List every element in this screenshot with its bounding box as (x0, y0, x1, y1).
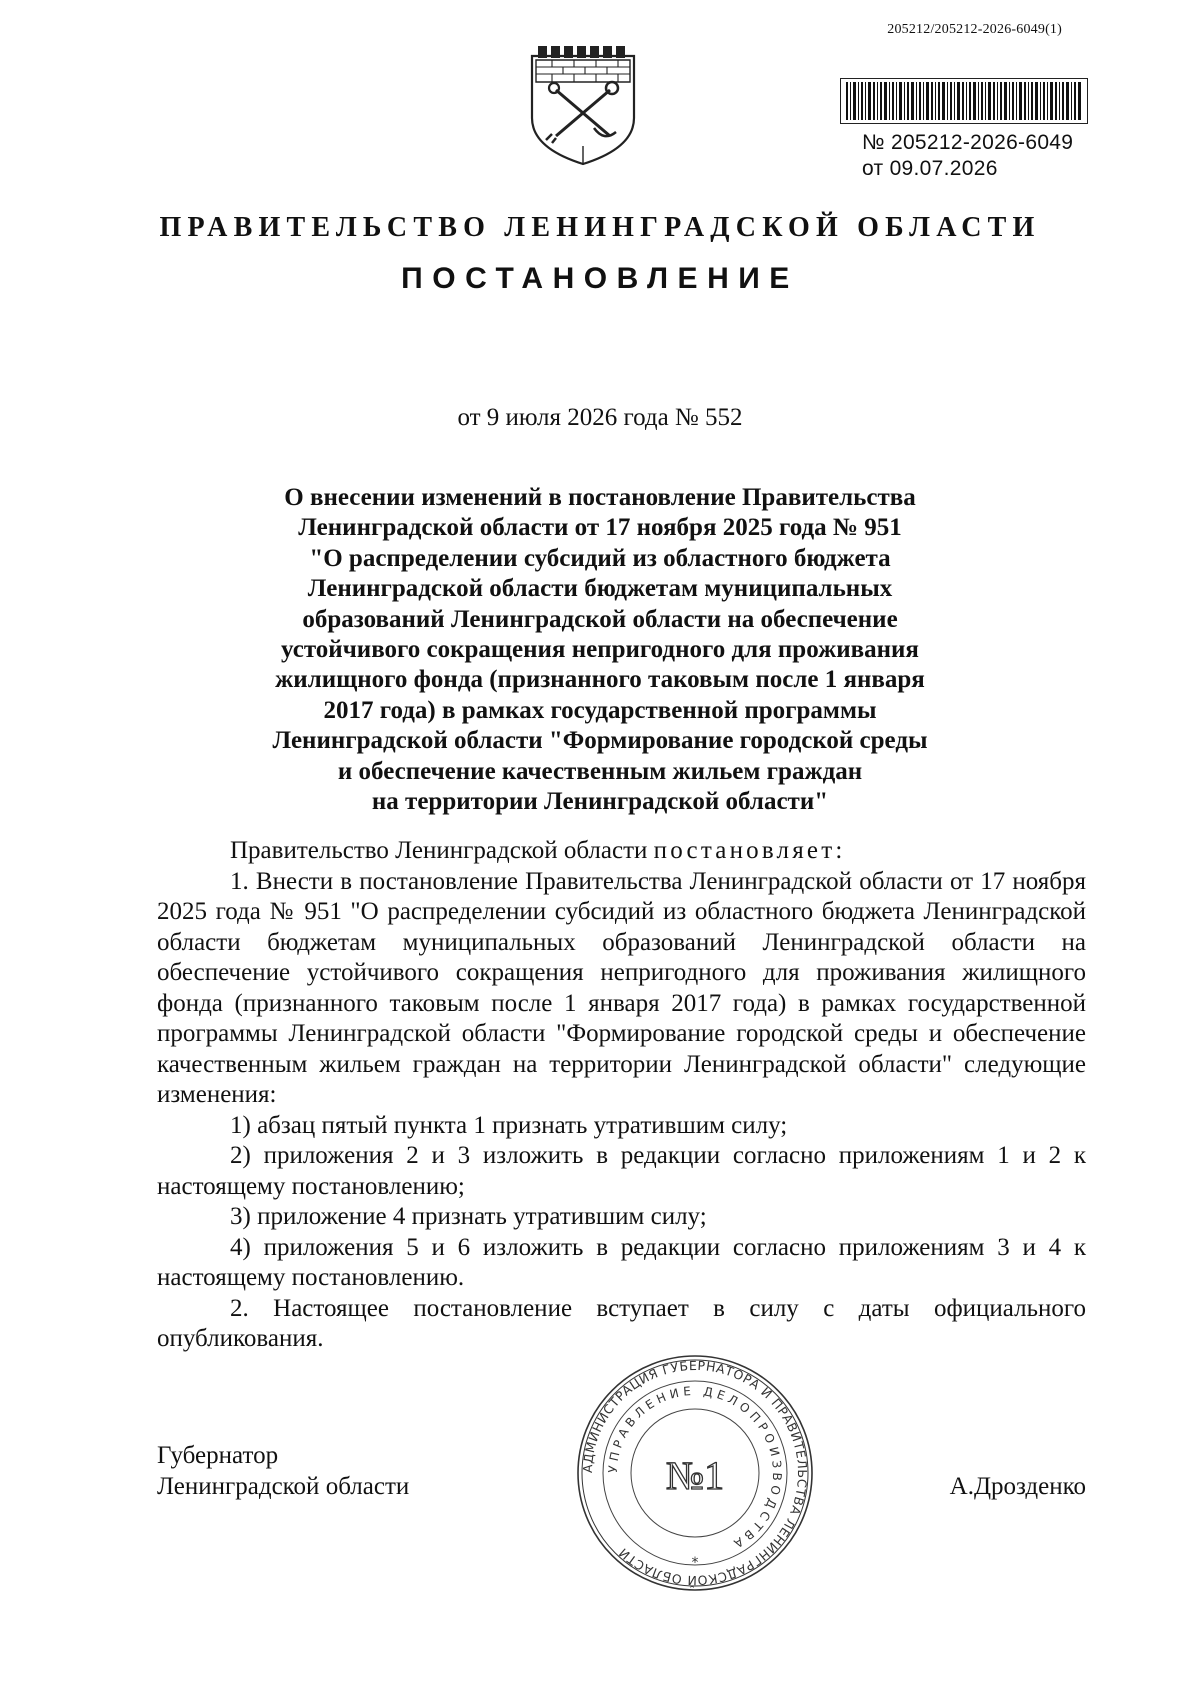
subitem-2: 2) приложения 2 и 3 изложить в редакции согласно приложениям 1 и 2 к настоящему постановлению; (157, 1142, 1086, 1200)
intro-subject: Правительство Ленинградской области (230, 837, 654, 864)
document-date: от 9 июля 2026 года № 552 (457, 404, 743, 431)
signatory-position (157, 1440, 409, 1502)
intro-paragraph (157, 836, 1086, 867)
seal-star: * (691, 1555, 699, 1571)
document-body (157, 836, 1086, 1355)
title-line: Ленинградской области "Формирование городской среды (272, 727, 928, 755)
title-line: образований Ленинградской области на обеспечение (302, 605, 898, 633)
position-line: Губернатор (157, 1442, 279, 1469)
seal-outer-text: АДМИНИСТРАЦИЯ ГУБЕРНАТОРА И ПРАВИТЕЛЬСТВА ЛЕНИНГРАДСКОЙ ОБЛАСТИ (579, 1357, 811, 1589)
document-title (220, 483, 980, 817)
title-line: на территории Ленинградской области" (371, 788, 829, 816)
document-type: ПОСТАНОВЛЕНИЕ (401, 262, 799, 295)
title-line: и обеспечение качественным жильем граждан (337, 757, 863, 785)
paragraph-1: 1. Внести в постановление Правительства Ленинградской области от 17 ноября 2025 года № 951 "О распределении субсидий из областного бюджета Ленинградской области бюджетам муниципальных образований Ленинградской области на обеспечение устойчивого сокращения непригодного для проживания жилищного фонда (признанного таковым после 1 января 2017 года) в рамках государственной программы Ленинградской области "Формирование городской среды и обеспечение качественным жильем граждан на территории Ленинградской области" следующие изменения: (157, 867, 1086, 1108)
registration-date: от 09.07.2026 (862, 157, 998, 180)
subitem-1: 1) абзац пятый пункта 1 признать утратившим силу; (230, 1111, 788, 1139)
intro-verb: постановляет: (653, 837, 846, 864)
seal-center-number: №1 (665, 1453, 725, 1498)
subitem-4: 4) приложения 5 и 6 изложить в редакции согласно приложениям 3 и 4 к настоящему постановлению. (157, 1233, 1086, 1291)
title-line: О внесении изменений в постановление Правительства (284, 484, 916, 511)
signatory-name: А.Дрозденко (949, 1473, 1086, 1500)
paragraph-2: 2. Настоящее постановление вступает в силу с даты официального опубликования. (157, 1294, 1086, 1352)
title-line: "О распределении субсидий из областного бюджета (309, 544, 891, 572)
barcode-icon (840, 78, 1088, 124)
subitem-3: 3) приложение 4 признать утратившим силу; (230, 1203, 707, 1230)
official-seal-icon (575, 1353, 815, 1593)
title-line: Ленинградской области бюджетам муниципальных (307, 575, 893, 603)
title-line: Ленинградской области от 17 ноября 2025 года № 951 (298, 514, 902, 542)
title-line: устойчивого сокращения непригодного для проживания (281, 636, 919, 664)
seal-inner-text: УПРАВЛЕНИЕ ДЕЛОПРОИЗВОДСТВА (605, 1383, 785, 1553)
title-line: 2017 года) в рамках государственной программы (323, 696, 877, 724)
coat-of-arms-icon (524, 44, 642, 166)
document-code: 205212/205212-2026-6049(1) (887, 22, 1062, 37)
title-line: жилищного фонда (признанного таковым после 1 января (275, 666, 925, 694)
government-name: ПРАВИТЕЛЬСТВО ЛЕНИНГРАДСКОЙ ОБЛАСТИ (159, 212, 1041, 243)
registration-block (862, 130, 1073, 182)
registration-number: № 205212-2026-6049 (862, 131, 1074, 154)
position-line: Ленинградской области (157, 1473, 410, 1500)
